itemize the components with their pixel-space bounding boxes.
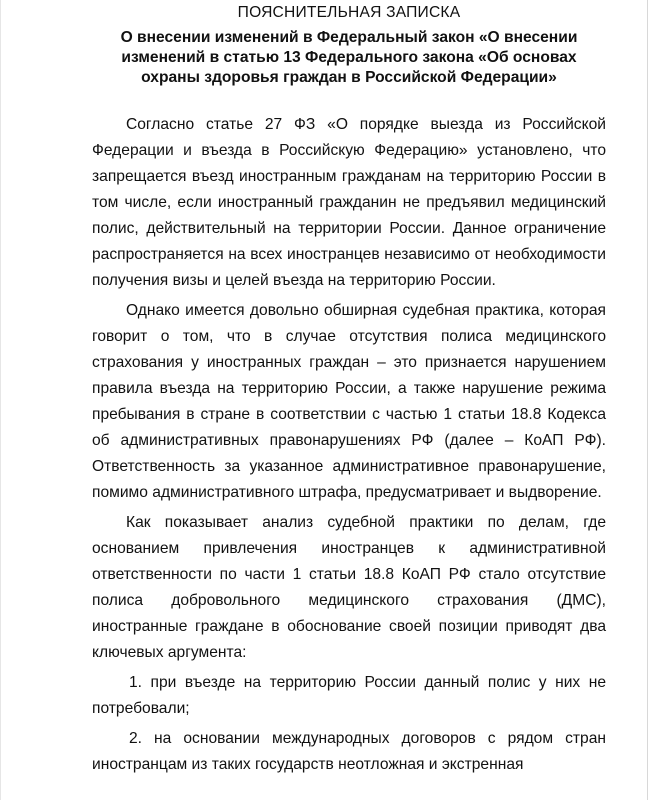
list-item-2: 2. на основании международных договоров с рядом стран иностранцам из таких государств неотложная и экстренная [92, 730, 606, 773]
paragraph-2: Однако имеется довольно обширная судебная практика, которая говорит о том, что в случае отсутствия полиса медицинского страхования у иностранных граждан – это признается нарушением правила въезда на территорию России, а также нарушение режима пребывания в стране в соответствии с частью 1 статьи 18.8 Кодекса об административных правонарушениях РФ (далее – КоАП РФ). Ответственность за указанное административное правонарушение, помимо административного штрафа, предусматривает и выдворение. [92, 302, 606, 501]
document-subtitle: О внесении изменений в Федеральный закон «О внесении изменений в статью 13 Федерального закона «Об основах охраны здоровья граждан в Российской Федерации» [120, 29, 578, 86]
document-title: ПОЯСНИТЕЛЬНАЯ ЗАПИСКА [237, 4, 461, 21]
list-item-1: 1. при въезде на территорию России данный полис у них не потребовали; [92, 674, 606, 717]
document-content [92, 3, 606, 782]
page-left-edge [0, 0, 1, 800]
paragraph-3: Как показывает анализ судебной практики по делам, где основанием привлечения иностранцев к административной ответственности по части 1 статьи 18.8 КоАП РФ стало отсутствие полиса добровольного медицинского страхования (ДМС), иностранные граждане в обоснование своей позиции приводят два ключевых аргумента: [92, 514, 606, 661]
document-body [92, 112, 606, 778]
page-right-edge [647, 0, 648, 800]
paragraph-1: Согласно статье 27 ФЗ «О порядке выезда из Российской Федерации и въезда в Российскую Федерацию» установлено, что запрещается въезд иностранным гражданам на территорию России в том числе, если иностранный гражданин не предъявил медицинский полис, действительный на территории России. Данное ограничение распространяется на всех иностранцев независимо от необходимости получения визы и целей въезда на территорию России. [92, 116, 606, 289]
